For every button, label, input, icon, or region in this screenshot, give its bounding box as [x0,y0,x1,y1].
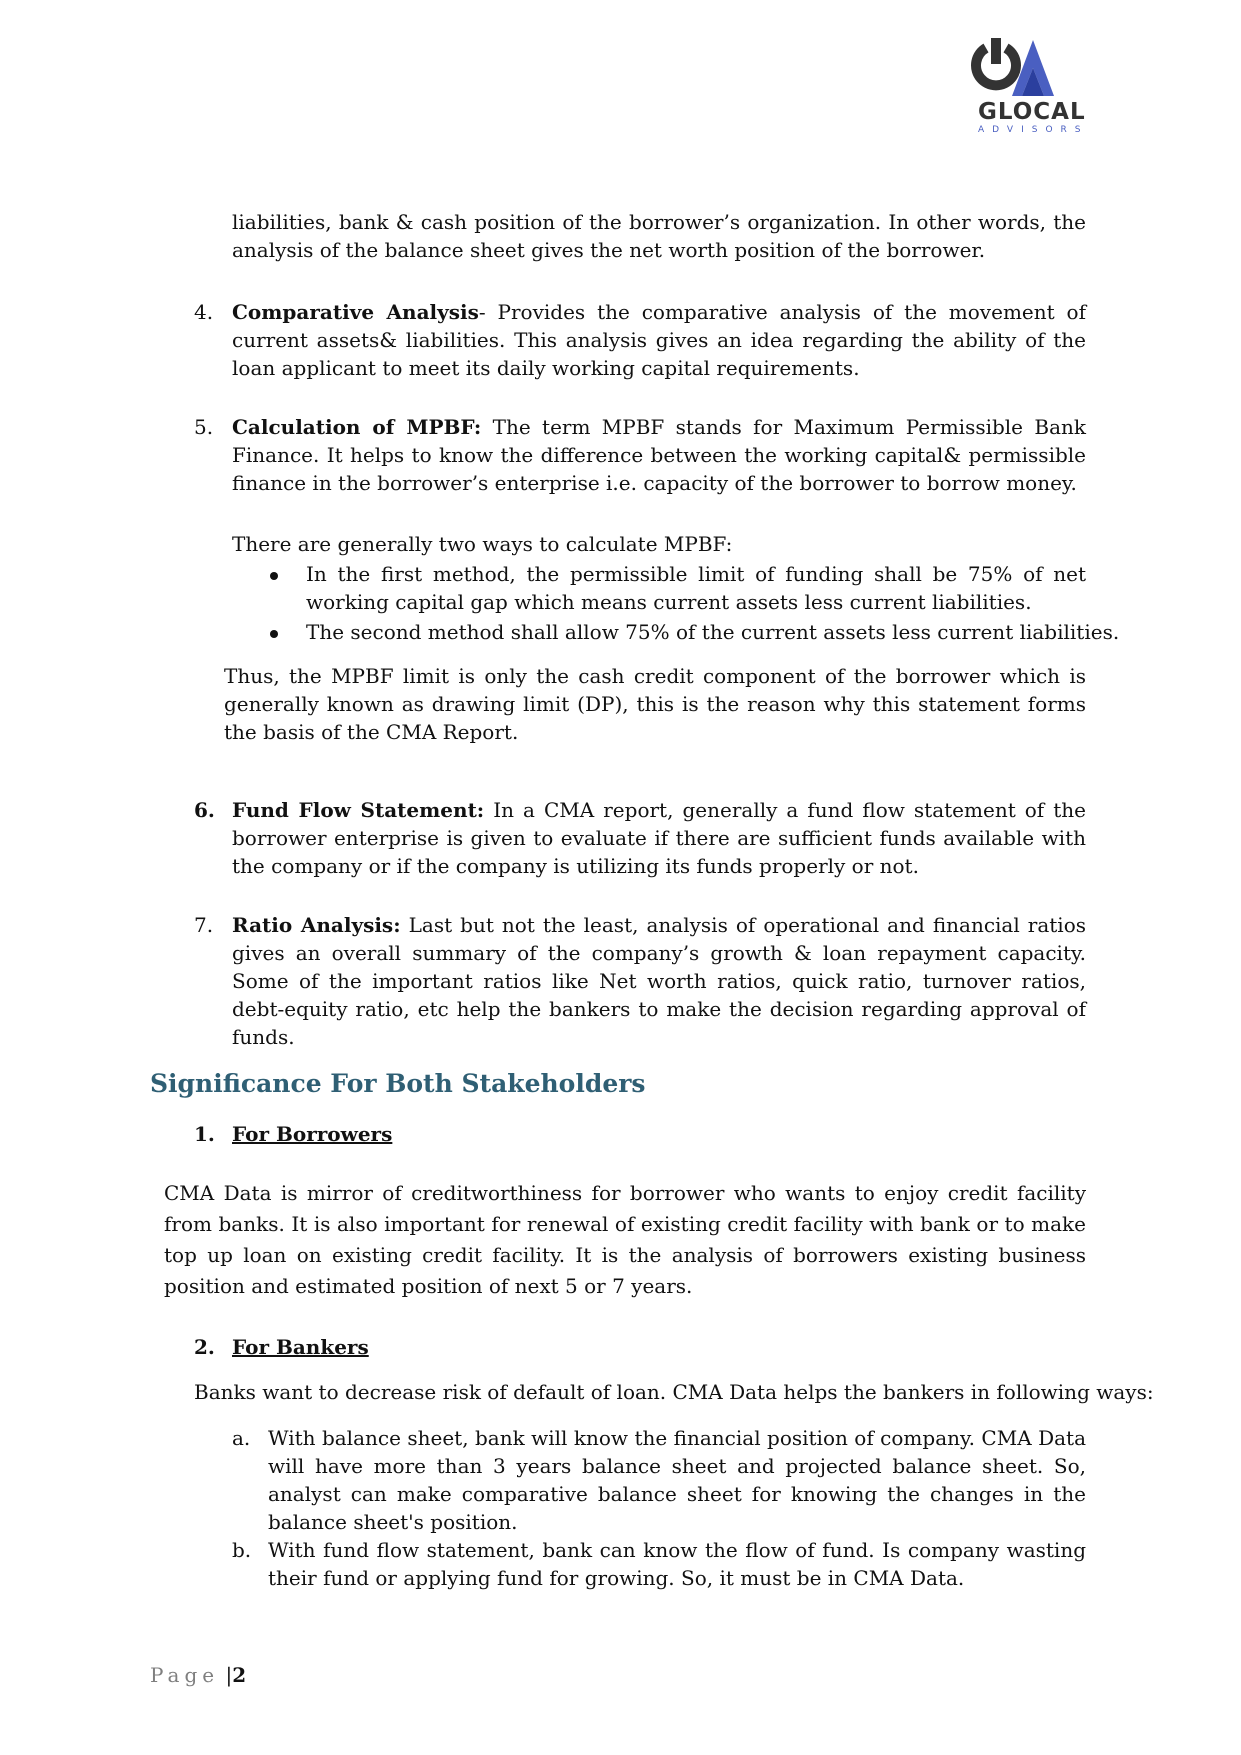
subsection-title: For Borrowers [232,1122,393,1146]
list-item-ratio-analysis [232,911,1086,1051]
item-text: - Provides the comparative analysis of the movement of current assets& liabilities. This analysis gives an idea regarding the ability of the loan applicant to meet its daily working capital requirements. [232,300,1086,380]
page-footer [150,1663,246,1687]
logo-main-text: GLOCAL [978,99,1086,125]
subsection-title-bankers [232,1333,369,1361]
item-title: Calculation of MPBF: [232,415,482,439]
list-item-calculation-mpbf [232,413,1086,497]
subsection-title-borrowers [232,1120,392,1148]
mpbf-intro: There are generally two ways to calculate MPBF: [232,532,733,556]
page-number: 2 [232,1663,247,1687]
logo-wordmark [978,100,1093,136]
subsection-number: 1. [194,1122,215,1146]
item-title: Fund Flow Statement: [232,798,485,822]
item-number: 4. [194,300,214,324]
page-label: Page [150,1663,220,1687]
item-title: Comparative Analysis [232,300,479,324]
mpbf-bullet: The second method shall allow 75% of the current assets less current liabilities. [306,620,1120,644]
bullet-icon [270,630,278,638]
item-number: 6. [194,798,215,822]
bullet-icon [270,572,278,580]
subsection-title: For Bankers [232,1335,369,1359]
list-item-fund-flow [232,796,1086,880]
borrowers-paragraph: CMA Data is mirror of creditworthiness for borrower who wants to enjoy credit facility from banks. It is also important for renewal of existing credit facility with bank or to make top up loan on existing credit facility. It is the analysis of borrowers existing business position and estimated position of next 5 or 7 years. [164,1181,1086,1298]
point-label: b. [232,1538,252,1562]
item-text: The term MPBF stands for Maximum Permissible Bank Finance. It helps to know the difference between the working capital& permissible finance in the borrower’s enterprise i.e. capacity of the borrower to borrow money. [232,415,1086,495]
bankers-intro: Banks want to decrease risk of default of loan. CMA Data helps the bankers in following ways: [194,1380,1154,1404]
item-number: 7. [194,913,214,937]
item-title: Ratio Analysis: [232,913,401,937]
bankers-point: With balance sheet, bank will know the financial position of company. CMA Data will have more than 3 years balance sheet and projected balance sheet. So, analyst can make comparative balance sheet for knowing the changes in the balance sheet's position. [268,1426,1086,1534]
intro-paragraph: liabilities, bank & cash position of the borrower’s organization. In other words, the analysis of the balance sheet gives the net worth position of the borrower. [232,210,1086,262]
section-heading: Significance For Both Stakeholders [150,1069,646,1098]
logo-sub-text: ADVISORS [978,125,1089,135]
list-item-comparative-analysis [232,298,1086,382]
power-stem-icon [991,38,1001,64]
page-separator: | [225,1663,233,1687]
point-label: a. [232,1426,251,1450]
bankers-point: With fund flow statement, bank can know the flow of fund. Is company wasting their fund or applying fund for growing. So, it must be in CMA Data. [268,1538,1086,1590]
item-text: In a CMA report, generally a fund flow statement of the borrower enterprise is given to evaluate if there are sufficient funds available with the company or if the company is utilizing its funds properly or not. [232,798,1086,878]
mpbf-bullet: In the first method, the permissible limit of funding shall be 75% of net working capital gap which means current assets less current liabilities. [306,562,1086,614]
subsection-number: 2. [194,1335,215,1359]
item-number: 5. [194,415,214,439]
item-text: Last but not the least, analysis of operational and financial ratios gives an overall summary of the company’s growth & loan repayment capacity. Some of the important ratios like Net worth ratios, quick ratio, turnover ratios, debt-equity ratio, etc help the bankers to make the decision regarding approval of funds. [232,913,1087,1049]
mpbf-conclusion: Thus, the MPBF limit is only the cash credit component of the borrower which is generally known as drawing limit (DP), this is the reason why this statement forms the basis of the CMA Report. [224,664,1086,744]
